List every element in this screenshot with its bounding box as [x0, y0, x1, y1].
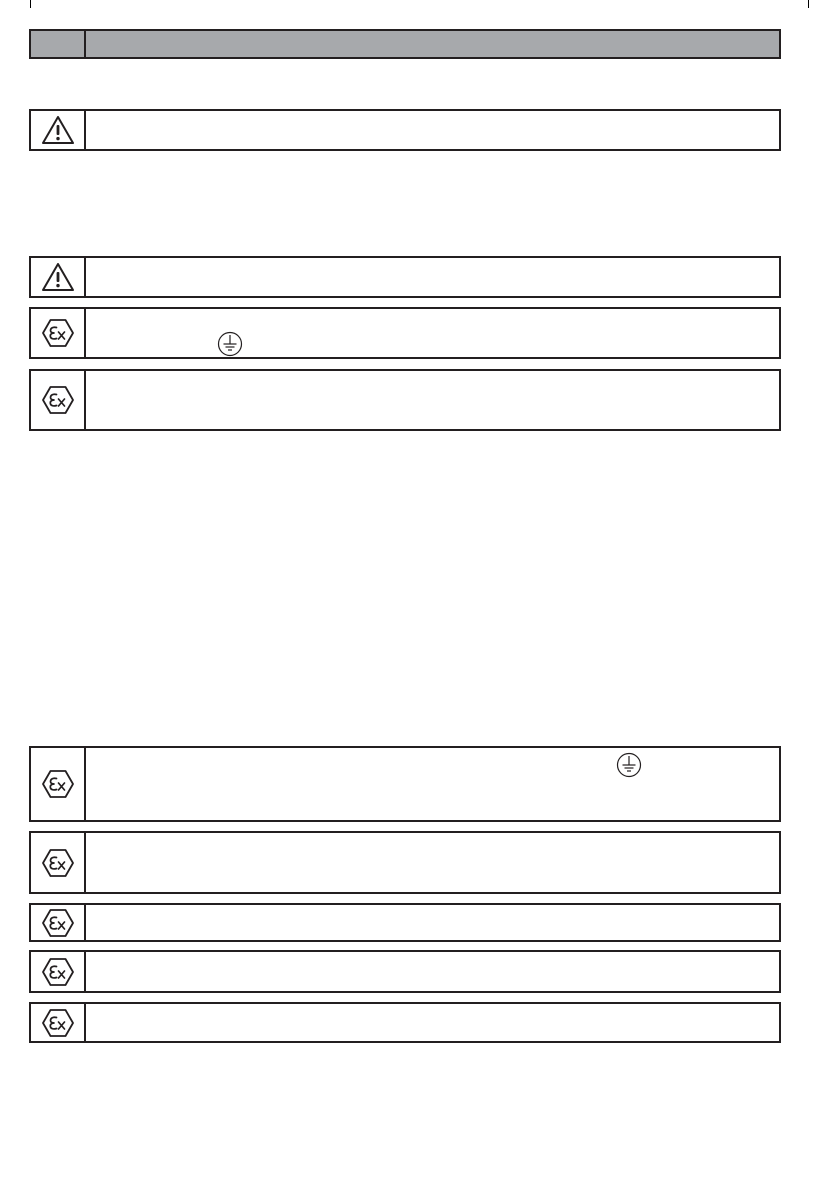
ex-notice-3 — [29, 746, 781, 822]
notice-text — [86, 371, 779, 429]
warning-notice-2 — [29, 256, 781, 298]
ex-notice-4 — [29, 831, 781, 894]
crop-mark-left — [30, 0, 31, 8]
notice-icon-cell — [31, 833, 86, 892]
ex-notice-7 — [29, 1002, 781, 1043]
notice-text — [86, 258, 779, 296]
section-title — [86, 31, 779, 57]
ex-explosion-protection-icon — [41, 957, 75, 987]
notice-text — [86, 952, 779, 991]
ex-explosion-protection-icon — [41, 385, 75, 415]
notice-icon-cell — [31, 905, 86, 940]
ex-explosion-protection-icon — [41, 908, 75, 938]
warning-notice-1 — [29, 109, 781, 151]
section-header — [29, 29, 781, 59]
notice-icon-cell — [31, 309, 86, 357]
notice-text — [86, 833, 779, 892]
notice-text — [86, 748, 779, 820]
crop-mark-right — [808, 0, 809, 8]
notice-icon-cell — [31, 952, 86, 991]
protective-earth-icon — [217, 331, 243, 357]
protective-earth-icon — [616, 752, 642, 778]
warning-triangle-icon — [41, 262, 75, 292]
section-number — [31, 31, 86, 57]
notice-icon-cell — [31, 371, 86, 429]
ex-notice-1 — [29, 307, 781, 359]
notice-text — [86, 309, 779, 357]
ex-notice-2 — [29, 369, 781, 431]
ex-explosion-protection-icon — [41, 848, 75, 878]
notice-icon-cell — [31, 748, 86, 820]
notice-text — [86, 111, 779, 149]
notice-icon-cell — [31, 258, 86, 296]
ex-notice-6 — [29, 950, 781, 993]
ex-explosion-protection-icon — [41, 769, 75, 799]
ex-notice-5 — [29, 903, 781, 942]
notice-text — [86, 905, 779, 940]
notice-icon-cell — [31, 111, 86, 149]
ex-explosion-protection-icon — [41, 318, 75, 348]
notice-text — [86, 1004, 779, 1041]
notice-icon-cell — [31, 1004, 86, 1041]
warning-triangle-icon — [41, 115, 75, 145]
ex-explosion-protection-icon — [41, 1008, 75, 1038]
